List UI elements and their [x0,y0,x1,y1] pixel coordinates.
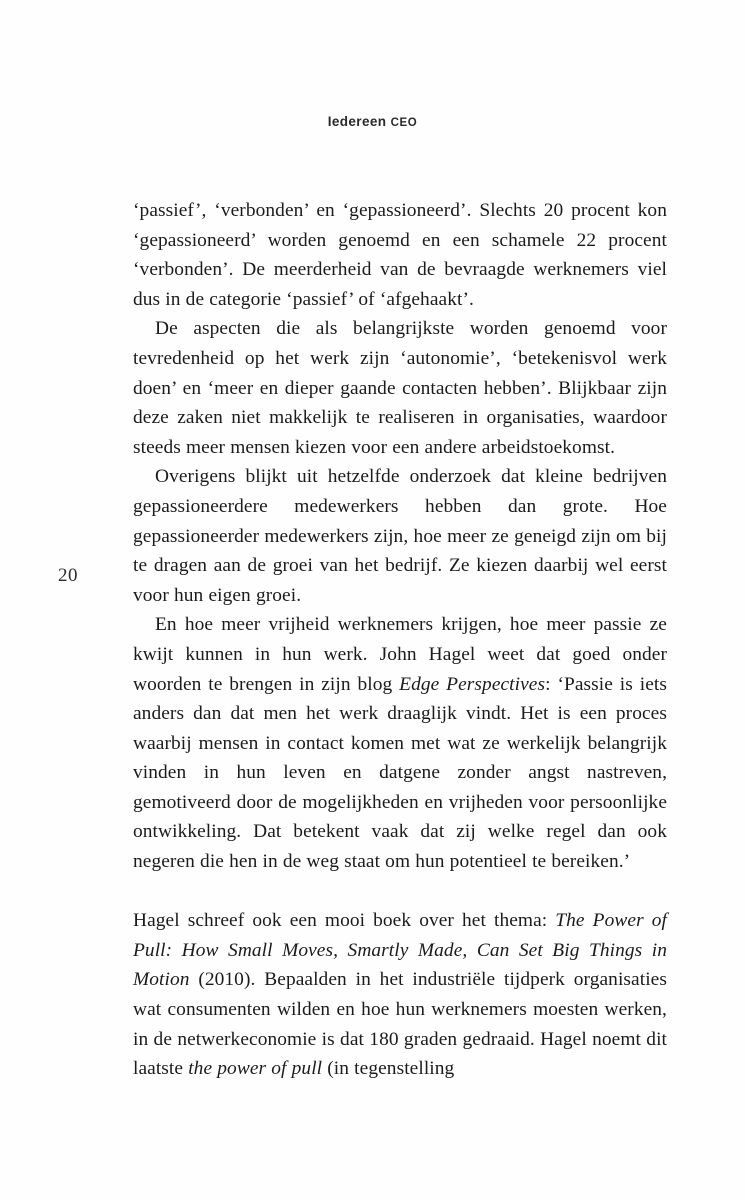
text-run: En hoe meer vrijheid werknemers krijgen, hoe meer passie ze kwijt kunnen in hun werk. John Hagel weet dat goed onder woorden te brengen in zijn blog [133,614,667,695]
italic-run: Edge Perspectives [399,673,546,695]
page-number: 20 [58,565,78,586]
running-head [0,114,745,129]
text-run: Hagel schreef ook een mooi boek over het thema: [133,910,556,932]
text-run: ‘passief’, ‘verbonden’ en ‘gepassioneerd’. Slechts 20 procent kon ‘gepassioneerd’ worden genoemd en een schamele 22 procent ‘verbonden’. De meerderheid van de bevraagde werknemers viel dus in de categorie ‘passief’ of ‘afgehaakt’. [133,200,667,310]
text-run: (2010). Bepaalden in het industriële tijdperk organisaties wat consumenten wilden en hoe hun werknemers moesten werken, in de netwerkeconomie is dat 180 graden gedraaid. Hagel noemt dit laatste [133,969,667,1080]
text-run: De aspecten die als belangrijkste worden genoemd voor tevredenheid op het werk zijn ‘autonomie’, ‘betekenisvol werk doen’ en ‘meer en dieper gaande contacten hebben’. Blijkbaar zijn deze zaken niet makkelijk te realiseren in organisaties, waardoor steeds meer mensen kiezen voor een andere arbeidstoekomst. [133,318,667,458]
text-run: (in tegenstelling [322,1058,455,1080]
italic-run: the power of pull [188,1058,323,1080]
paragraph [133,196,667,314]
body-text [133,196,667,1084]
text-run: Overigens blijkt uit hetzelfde onderzoek dat kleine bedrijven gepassioneerdere medewerkers hebben dan grote. Hoe gepassioneerder medewerkers zijn, hoe meer ze geneigd zijn om bij te dragen aan de groei van het bedrijf. Ze kiezen daarbij wel eerst voor hun eigen groei. [133,466,667,606]
running-head-smallcaps: CEO [390,117,418,129]
paragraph [133,610,667,876]
running-head-title: Iedereen [327,114,387,129]
paragraph [133,906,667,1084]
paragraph [133,462,667,610]
italic-run: The Power of Pull: How Small Moves, Smartly Made, Can Set Big Things in Motion [133,910,667,991]
paragraph [133,314,667,462]
text-run: : ‘Passie is iets anders dan dat men het werk draaglijk vindt. Het is een proces waarbij mensen in contact komen met wat ze werkelijk belangrijk vinden in hun leven en datgene zonder angst nastreven, gemotiveerd door de mogelijkheden en vrijheden voor persoonlijke ontwikkeling. Dat betekent vaak dat zij welke regel dan ook negeren die hen in de weg staat om hun potentieel te bereiken.’ [133,673,667,873]
